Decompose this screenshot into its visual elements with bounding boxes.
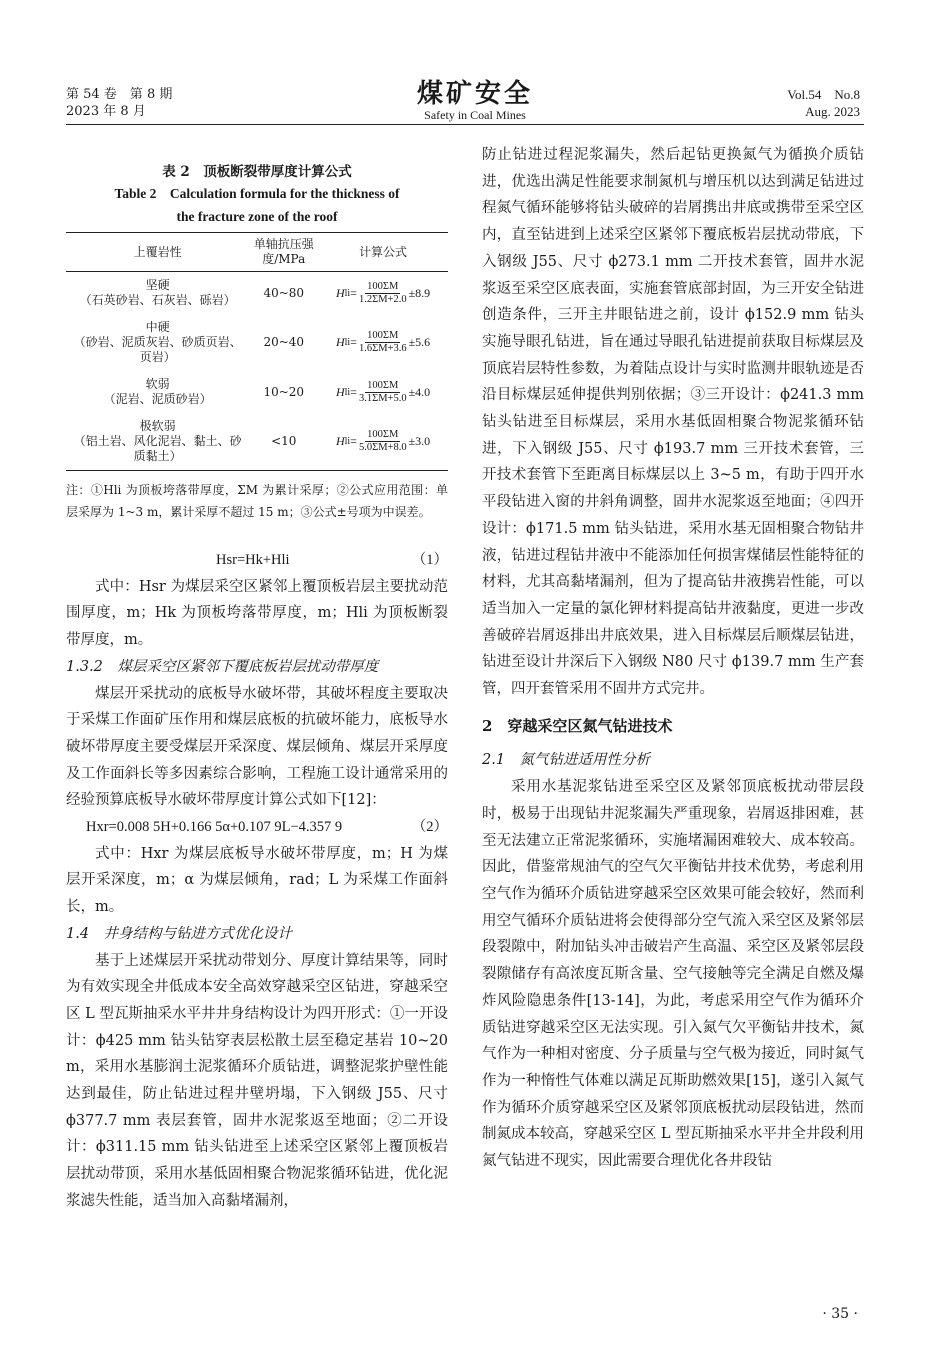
rock-examples: （砂岩、泥质灰岩、砂质页岩、页岩） [73, 335, 242, 364]
table2-title-en-1: Table 2 Calculation formula for the thickness of [114, 186, 400, 201]
formula-error: ±4.0 [408, 384, 431, 399]
formula-eq: = [350, 285, 357, 300]
formula-numerator: 100ΣM [367, 429, 399, 440]
table2-row [66, 272, 448, 315]
strength-cell: <10 [249, 413, 318, 471]
left-paragraph-2: 煤层开采扰动的底板导水破坏带，其破坏程度主要取决于采煤工作面矿压作用和煤层底板的抗破坏能力，底板导水破坏带厚度主要受煤层开采深度、煤层倾角、煤层开采厚度及工作面斜长等多因素综合影响，工程施工设计通常采用的经验预算底板导水破坏带厚度计算公式如下[12]： [66, 685, 448, 809]
volume-issue-en: Vol.54 No.8 [787, 87, 860, 102]
equation-2-body: Hxr=0.008 5H+0.166 5α+0.107 9L−4.357 9 [86, 819, 343, 836]
table2-title-cn: 表 2 顶板断裂带厚度计算公式 [162, 164, 352, 180]
table2-title-en-2: the fracture zone of the roof [176, 209, 338, 224]
table2-row [66, 413, 448, 471]
date-cn: 2023 年 8 月 [66, 104, 146, 119]
formula [336, 429, 430, 454]
formula-numerator: 100ΣM [367, 280, 399, 292]
formula-cell [318, 371, 448, 413]
left-paragraph-3: 式中：Hxr 为煤层底板导水破坏带厚度，m；H 为煤层开采深度，m；α 为煤层倾角，rad；L 为采煤工作面斜长，m。 [66, 845, 448, 916]
formula-error: ±3.0 [408, 434, 431, 448]
formula-error: ±5.6 [408, 335, 431, 349]
rock-type: 中硬 [145, 320, 170, 334]
table2-note: 注：①Hli 为顶板垮落带厚度，ΣM 为累计采厚；②公式应用范围：单层采厚为 1~3 m，累计采厚不超过 15 m；③公式±号项为中误差。 [66, 483, 448, 519]
heading-1-4: 1.4 井身结构与钻进方式优化设计 [66, 925, 293, 942]
header-rule [66, 124, 864, 125]
formula-denominator: 1.2ΣM+2.0 [358, 293, 407, 305]
rock-examples: （石英砂岩、石灰岩、砾岩） [79, 293, 236, 307]
formula-lhs: H [335, 285, 345, 300]
header-volume-en-block [787, 86, 860, 120]
formula [336, 380, 430, 405]
rock-type-cell [66, 314, 249, 371]
formula-lhs: H [335, 335, 345, 349]
formula-numerator: 100ΣM [367, 379, 399, 391]
formula-denominator: 3.1ΣM+5.0 [358, 392, 407, 404]
rock-examples: （铝土岩、风化泥岩、黏土、砂质黏土） [73, 434, 242, 463]
formula-denominator: 5.0ΣM+8.0 [358, 442, 407, 453]
formula-lhs: H [335, 384, 345, 399]
heading-2-1: 2.1 氮气钻进适用性分析 [482, 752, 651, 769]
equation-2 [66, 814, 448, 841]
strength-cell: 20~40 [263, 335, 305, 349]
strength-cell: 40~80 [263, 285, 305, 300]
formula-fraction [359, 281, 407, 306]
formula-fraction [359, 330, 407, 355]
rock-type: 软弱 [145, 377, 170, 391]
formula-denominator: 1.6ΣM+3.6 [358, 343, 407, 354]
table2-row [66, 314, 448, 371]
formula-eq: = [350, 335, 357, 349]
rock-examples: （泥岩、泥质砂岩） [103, 392, 212, 406]
rock-type: 坚硬 [145, 278, 170, 292]
formula-lhs: H [335, 434, 345, 448]
right-paragraph-1: 防止钻进过程泥浆漏失，然后起钻更换氮气为循换介质钻进，优选出满足性能要求制氮机与增压机以达到满足钻进过程氮气循环能够将钻头破碎的岩屑携出井底或携带至采空区内，直至钻进到上述采空区紧邻下覆底板岩层扰动带底，下入钢级 J55、尺寸 ϕ273.1 mm 二开技术套管，固井水泥浆返至采空区底表面，实施套管底部封固，为三开安全钻进创造条件，三开主井眼钻进之前，设计 ϕ152.9 mm 钻头实施导眼孔钻进，旨在通过导眼孔钻进提前获取目标煤层及顶底岩层特性参数，为着陆点设计与实时监测井眼轨迹是否沿目标煤层延伸提供判别依据；③三开设计：ϕ241.3 mm 钻头钻进至目标煤层，采用水基低固相聚合物泥浆循环钻进，下入钢级 J55、尺寸 ϕ193.7 mm 三开技术套管，三开技术套管下至距离目标煤层以上 3~5 m，有助于四开水平段钻进入窗的井斜角调整，固井水泥浆返至地面；④四开设计：ϕ171.5 mm 钻头钻进，采用水基无固相聚合物钻井液，钻进过程钻井液中不能添加任何损害煤储层性能特征的材料，尤其高黏堵漏剂，但为了提高钻井液携岩性能，可以适当加入一定量的氯化钾材料提高钻井液黏度，更进一步改善破碎岩屑返排出井底效果，进入目标煤层后顺煤层钻进，钻进至设计井深后下入钢级 N80 尺寸 ϕ139.7 mm 生产套管，四开套管采用不固井方式完井。 [482, 147, 864, 698]
heading-2: 2 穿越采空区氮气钻进技术 [482, 716, 673, 735]
rock-type-cell [66, 272, 249, 315]
formula-error: ±8.9 [408, 285, 431, 300]
table2-row [66, 371, 448, 413]
equation-2-number: （2） [411, 819, 448, 836]
left-paragraph-1: 式中：Hsr 为煤层采空区紧邻上覆顶板岩层主要扰动范围厚度，m；Hk 为顶板垮落带厚度，m；Hli 为顶板断裂带厚度，m。 [66, 578, 448, 649]
formula-cell [318, 314, 448, 371]
left-paragraph-4: 基于上述煤层开采扰动带划分、厚度计算结果等，同时为有效实现全井低成本安全高效穿越采空区钻进，穿越采空区 L 型瓦斯抽采水平井井身结构设计为四开形式：①一开设计：ϕ425 mm 钻头钻穿表层松散土层至稳定基岩 10~20 m，采用水基膨润土泥浆循环介质钻进，调整泥浆护壁性能达到最佳，防止钻进过程井壁坍塌，下入钢级 J55、尺寸 ϕ377.7 mm 表层套管，固井水泥浆返至地面；②二开设计：ϕ311.15 mm 钻头钻进至上述采空区紧邻上覆顶板岩层扰动带顶，采用水基低固相聚合物泥浆循环钻进，优化泥浆滤失性能，适当加入高黏堵漏剂， [66, 952, 448, 1209]
table2-header-formula: 计算公式 [318, 233, 448, 272]
heading-1-3-2: 1.3.2 煤层采空区紧邻下覆底板岩层扰动带厚度 [66, 658, 379, 675]
formula-sub: li [344, 287, 351, 299]
left-column [66, 142, 448, 1215]
right-column [482, 142, 864, 1175]
formula-cell [318, 272, 448, 315]
equation-1-number: （1） [411, 552, 448, 568]
formula-sub: li [344, 337, 351, 348]
formula [336, 281, 430, 306]
formula-fraction [359, 429, 407, 454]
date-en: Aug. 2023 [805, 104, 860, 119]
journal-name-en: Safety in Coal Mines [424, 108, 526, 122]
page-number: · 35 · [822, 1306, 858, 1322]
rock-type-cell [66, 371, 249, 413]
formula-numerator: 100ΣM [367, 330, 399, 341]
formula-sub: li [344, 386, 351, 398]
formula-sub: li [344, 436, 351, 447]
table2-header-strength: 单轴抗压强度/MPa [249, 233, 318, 272]
strength-cell: 10~20 [263, 384, 305, 399]
formula-cell [318, 413, 448, 471]
formula-eq: = [350, 434, 357, 448]
journal-logo: 煤矿安全 [416, 79, 533, 109]
rock-type-cell [66, 413, 249, 471]
right-paragraph-2: 采用水基泥浆钻进至采空区及紧邻顶底板扰动带层段时，极易于出现钻井泥浆漏失严重现象，岩屑返排困难，甚至无法建立正常泥浆循环，实施堵漏困难较大、成本较高。因此，借鉴常规油气的空气欠平衡钻井技术优势，考虑利用空气作为循环介质钻进穿越采空区效果可能会较好，然而利用空气循环介质钻进将会使得部分空气流入采空区及紧邻层段裂隙中，附加钻头冲击破岩产生高温、采空区及紧邻层段裂隙储存有高浓度瓦斯含量、空气接触等完全满足自燃及爆炸风险隐患条件[13-14]，为此，考虑采用空气作为循环介质钻进穿越采空区无法实现。引入氮气欠平衡钻井技术，氮气作为一种相对密度、分子质量与空气极为接近，同时氮气作为一种惰性气体难以满足瓦斯助燃效果[15]，遂引入氮气作为循环介质穿越采空区及紧邻顶底板扰动层段钻进，然而制氮成本较高，穿越采空区 L 型瓦斯抽采水平井全井段利用氮气钻进不现实，因此需要合理优化各井段钻 [482, 779, 864, 1170]
formula [336, 330, 430, 355]
equation-1 [66, 547, 448, 574]
equation-1-body: Hsr=Hk+Hli [216, 552, 290, 568]
table2 [66, 232, 448, 471]
formula-fraction [359, 380, 407, 405]
rock-type: 极软弱 [139, 419, 176, 433]
volume-issue-cn: 第 54 卷 第 8 期 [66, 87, 173, 102]
table2-header-rock: 上覆岩性 [66, 233, 249, 272]
formula-eq: = [350, 384, 357, 399]
